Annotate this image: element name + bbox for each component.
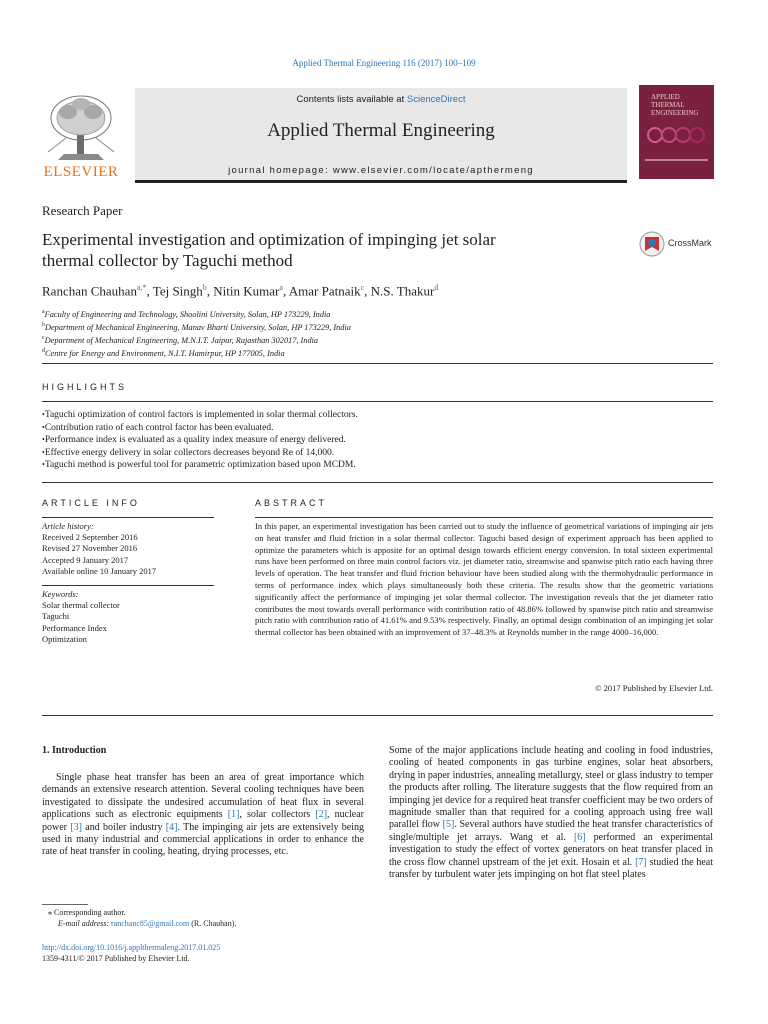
body-text: Single phase heat transfer has been an area of great importance which demands an extensive research attention. Several cooling techniques have been investigated to dissipate the undesired accumulation of heat flux in several applications such as electronic equipments [42, 772, 364, 821]
journal-masthead [135, 88, 627, 183]
affiliation-text: Department of Mechanical Engineering, Manav Bharti University, Solan, HP 173229, India [45, 322, 351, 332]
affiliation-sup: b [42, 322, 45, 329]
journal-homepage-link[interactable]: journal homepage: www.elsevier.com/locate/apthermeng [228, 165, 534, 176]
cover-title-line-1: APPLIED [651, 93, 680, 101]
history-item: Accepted 9 January 2017 [42, 554, 129, 565]
author-separator: , [282, 283, 289, 299]
body-text: performed an experimental investigation to study the effect of vortex generators on heat transfer placed in the cross flow channel upstream of the jet exit. Hosain et al. [389, 831, 714, 868]
keywords-label: Keywords: [42, 589, 79, 600]
body-text: , solar collectors [239, 809, 316, 821]
highlight-item: • Contribution ratio of each control factor has been evaluated. [42, 422, 358, 435]
affiliation-sup: d [42, 348, 45, 355]
citation-link[interactable]: [3] [70, 821, 82, 833]
sciencedirect-link[interactable]: ScienceDirect [406, 94, 466, 105]
corresponding-author-line [42, 907, 236, 918]
article-info-heading: ARTICLE INFO [42, 498, 140, 508]
author-affiliation-sup[interactable]: d [434, 283, 439, 292]
body-text: Some of the major applications include heating and cooling in food industries, cooling of heated components in gas turbine engines, solar heat absorbers, drying in paper industries, annealing metallurgy, steel or glass industry to temper the products after rolling. The literature suggests that the flow required from an impinging jet device for a required heat transfer coefficient may be two orders of magnitude smaller than that required for a cooling approach using free wall parallel flow [389, 745, 713, 831]
affiliation-text: Faculty of Engineering and Technology, Shoolini University, Solan, HP 173229, India [44, 309, 331, 319]
keyword-item: Taguchi [42, 611, 70, 622]
paper-title-line-2: thermal collector by Taguchi method [42, 251, 293, 270]
divider [42, 585, 214, 586]
body-text: , nuclear power [42, 809, 364, 833]
citation-link[interactable]: [1] [227, 809, 240, 821]
corresponding-mark: ⁎ [48, 908, 52, 917]
body-text: and boiler industry [81, 821, 166, 833]
divider [42, 517, 214, 518]
journal-reference-link[interactable]: Applied Thermal Engineering 116 (2017) 100–109 [292, 58, 476, 68]
journal-cover-thumbnail[interactable] [639, 85, 714, 179]
contents-available-line [135, 94, 627, 105]
corresponding-label: Corresponding author. [54, 908, 126, 917]
author-list [42, 283, 438, 299]
paper-title [42, 229, 612, 271]
keyword-item: Optimization [42, 633, 87, 644]
divider [255, 517, 713, 518]
cover-title-line-2: THERMAL [651, 101, 685, 109]
section-heading-introduction: 1. Introduction [42, 745, 107, 756]
cover-title-line-3: ENGINEERING [651, 109, 699, 117]
citation-link[interactable]: [4] [165, 821, 178, 833]
highlight-item: • Taguchi optimization of control factors is implemented in solar thermal collectors. [42, 409, 358, 422]
doi-block [42, 942, 220, 965]
author-affiliation-sup[interactable]: c [360, 283, 365, 292]
body-text: studied the heat transfer by turbulent water jets impinging on hot flat steel plates [389, 856, 713, 881]
divider [42, 482, 713, 483]
history-item: Received 2 September 2016 [42, 532, 138, 543]
elsevier-wordmark: ELSEVIER [43, 164, 119, 180]
highlight-item: • Effective energy delivery in solar collectors decreases beyond Re of 14,000. [42, 447, 358, 460]
abstract-copyright: © 2017 Published by Elsevier Ltd. [595, 683, 713, 693]
footnote-rule [42, 904, 88, 905]
keyword-item: Solar thermal collector [42, 600, 120, 611]
author-name[interactable]: Nitin Kumar [213, 283, 280, 299]
corresponding-author-footnote [42, 907, 236, 930]
email-label: E-mail address: [58, 919, 112, 929]
crossmark-label: CrossMark [668, 238, 712, 248]
elsevier-logo [38, 90, 124, 182]
keyword-item: Performance Index [42, 622, 107, 633]
email-line [42, 918, 236, 929]
citation-link[interactable]: [2] [315, 809, 328, 821]
history-item: Revised 27 November 2016 [42, 543, 138, 554]
article-info-block [42, 521, 214, 645]
issn-line: 1359-4311/© 2017 Published by Elsevier Ltd. [42, 954, 190, 964]
abstract-heading: ABSTRACT [255, 498, 328, 508]
citation-link[interactable]: [6] [573, 831, 586, 843]
citation-link[interactable]: [5] [442, 819, 455, 831]
divider [42, 401, 713, 402]
contents-prefix: Contents lists available at [296, 94, 407, 105]
author-separator: , [146, 283, 153, 299]
affiliation-sup: c [42, 335, 45, 342]
author-affiliation-sup[interactable]: b [202, 283, 207, 292]
affiliation-sup: a [42, 309, 45, 315]
divider [42, 715, 713, 716]
email-suffix: (R. Chauhan). [189, 919, 237, 929]
author-email-link[interactable]: ranchanc85@gmail.com [111, 919, 190, 929]
cover-rule [645, 159, 708, 161]
author-name[interactable]: Ranchan Chauhan [42, 283, 137, 299]
history-label: Article history: [42, 521, 94, 531]
affiliation-text: Centre for Energy and Environment, N.I.T. Hamirpur, HP 177005, India [45, 348, 285, 358]
author-name[interactable]: N.S. Thakur [370, 283, 435, 299]
affiliation-item [42, 307, 351, 320]
body-text: . The impinging air jets are extensively being used in many industrial and commercial applications in order to enhance the rate of heat transfer in cooling, heating, drying processes, etc. [42, 821, 365, 858]
body-column-left [42, 772, 364, 859]
crossmark-badge[interactable] [639, 231, 729, 257]
divider [42, 363, 713, 364]
author-affiliation-sup[interactable]: a [279, 283, 283, 292]
author-name[interactable]: Tej Singh [152, 283, 203, 299]
citation-link[interactable]: [7] [635, 856, 647, 868]
history-item: Available online 10 January 2017 [42, 565, 157, 576]
author-affiliation-sup[interactable]: a,* [136, 283, 147, 292]
author-separator: , [206, 283, 214, 299]
paper-title-line-1: Experimental investigation and optimization of impinging jet solar [42, 230, 496, 249]
highlights-list [42, 409, 358, 472]
highlight-item: • Performance index is evaluated as a quality index measure of energy delivered. [42, 434, 358, 447]
body-column-right [389, 745, 713, 881]
author-separator: , [364, 283, 371, 299]
body-text: . Several authors have studied the heat transfer characteristics of single/multiple jet arrays. Wang et al. [389, 819, 713, 843]
affiliation-item [42, 333, 351, 346]
affiliation-item [42, 320, 351, 333]
journal-title: Applied Thermal Engineering [267, 120, 495, 141]
cover-graphic-icon [645, 123, 708, 147]
author-name[interactable]: Amar Patnaik [288, 283, 361, 299]
crossmark-icon [639, 231, 665, 257]
abstract-text: In this paper, an experimental investigation has been carried out to study the influence of geometrical variations of impinging air jets on heat transfer and fluid friction in a solar thermal collector. Taguchi based design of experiment approach has been applied to optimize the parameters which is apposite for an optimal design towards efficient energy conversion. In total sixteen experimental runs have been performed on three main control factors viz. jet diameter ratio, streamwise and spanwise pitch ratio each having three levels of operation. The heat transfer and fluid friction behaviour have been studied along with the thermohydraulic performance in terms of performance index which plays simultaneously both these criteria. The results show that the geometric variations significantly affect the performance of impinging jet solar thermal collector. The investigation reveals that the jet diameter ratio contributes the most towards overall performance with contribution ratio of 48.86% followed by spanwise pitch ratio and streamwise pitch ratio with contribution ratio of 41.61% and 9.53% respectively. Finally, an optimal design combination of an impinging jet solar thermal collector has been obtained with an improvement of 37–48.3% at Reynolds number in the range 4000–16,000. [255, 521, 713, 638]
affiliation-item [42, 346, 351, 359]
highlights-heading: HIGHLIGHTS [42, 382, 128, 392]
doi-link[interactable]: http://dx.doi.org/10.1016/j.applthermaleng.2017.01.025 [42, 943, 221, 952]
affiliation-text: Department of Mechanical Engineering, M.N.I.T. Jaipur, Rajasthan 302017, India [44, 335, 319, 345]
affiliation-list [42, 307, 351, 359]
article-type: Research Paper [42, 203, 123, 218]
highlight-item: • Taguchi method is powerful tool for parametric optimization based upon MCDM. [42, 459, 358, 472]
